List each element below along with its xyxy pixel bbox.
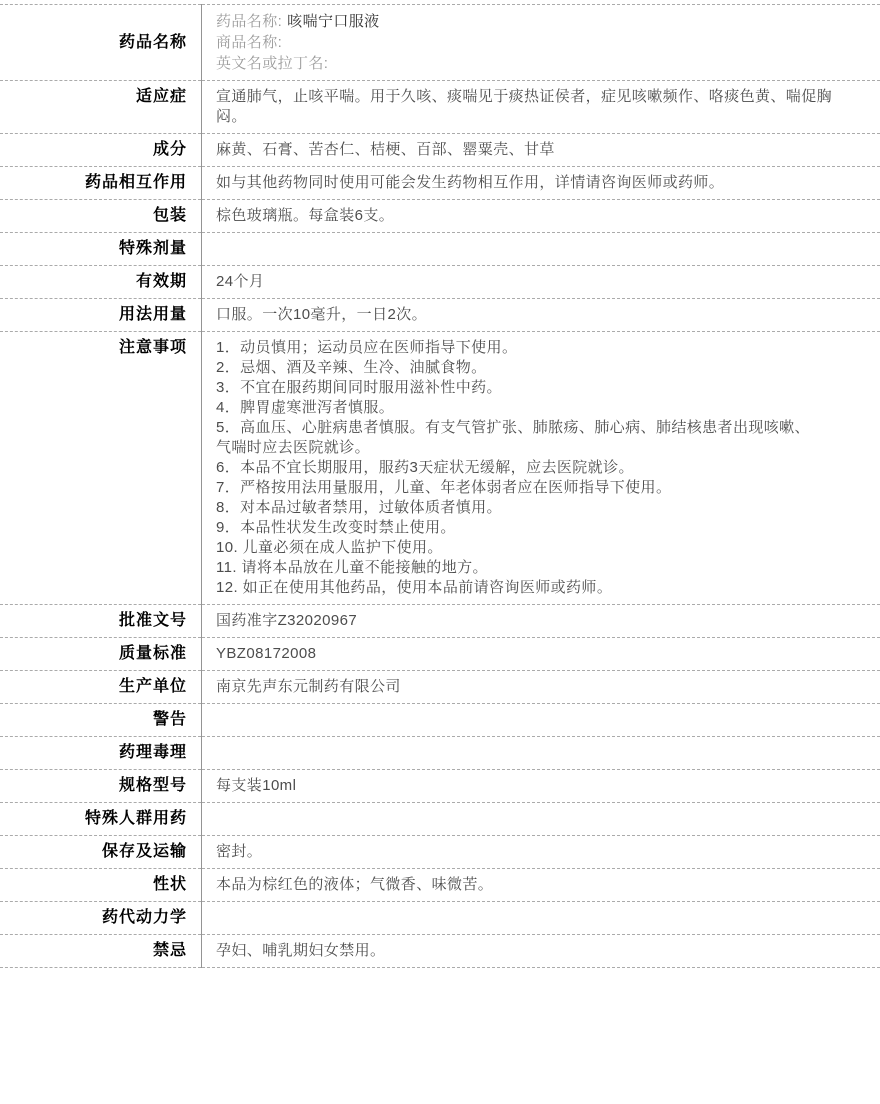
row-label: 药理毒理 xyxy=(0,737,202,770)
name-field-line xyxy=(216,11,852,32)
note-line: 6．本品不宜长期服用，服药3天症状无缓解，应去医院就诊。 xyxy=(216,458,852,478)
row-value: 口服。一次10毫升，一日2次。 xyxy=(202,299,880,332)
row-value: 棕色玻璃瓶。每盒装6支。 xyxy=(202,200,880,233)
row-label: 质量标准 xyxy=(0,638,202,671)
note-line: 7．严格按用法用量服用，儿童、年老体弱者应在医师指导下使用。 xyxy=(216,478,852,498)
note-line: 1．动员慎用；运动员应在医师指导下使用。 xyxy=(216,338,852,358)
note-line: 9．本品性状发生改变时禁止使用。 xyxy=(216,518,852,538)
row-value xyxy=(202,5,880,81)
table-row-quality-standard xyxy=(0,638,880,671)
row-label: 成分 xyxy=(0,134,202,167)
name-field-line xyxy=(216,53,852,74)
field-key: 英文名或拉丁名: xyxy=(216,55,328,72)
note-line: 12. 如正在使用其他药品，使用本品前请咨询医师或药师。 xyxy=(216,578,852,598)
row-value: 如与其他药物同时使用可能会发生药物相互作用，详情请咨询医师或药师。 xyxy=(202,167,880,200)
table-row-storage-transport xyxy=(0,836,880,869)
table-row-specification xyxy=(0,770,880,803)
table-row-dosage-usage xyxy=(0,299,880,332)
row-label: 禁忌 xyxy=(0,935,202,968)
note-line: 8．对本品过敏者禁用，过敏体质者慎用。 xyxy=(216,498,852,518)
row-value: 孕妇、哺乳期妇女禁用。 xyxy=(202,935,880,968)
field-value: 咳喘宁口服液 xyxy=(287,13,379,30)
row-value: 本品为棕红色的液体；气微香、味微苦。 xyxy=(202,869,880,902)
row-value xyxy=(202,902,880,935)
row-label: 包装 xyxy=(0,200,202,233)
row-label: 批准文号 xyxy=(0,605,202,638)
table-row-warning xyxy=(0,704,880,737)
note-line: 2．忌烟、酒及辛辣、生冷、油腻食物。 xyxy=(216,358,852,378)
table-row-special-populations xyxy=(0,803,880,836)
note-line: 11. 请将本品放在儿童不能接触的地方。 xyxy=(216,558,852,578)
table-row-packaging xyxy=(0,200,880,233)
table-row-properties xyxy=(0,869,880,902)
row-value: 南京先声东元制药有限公司 xyxy=(202,671,880,704)
table-row-interactions xyxy=(0,167,880,200)
row-value xyxy=(202,803,880,836)
table-row-precautions xyxy=(0,332,880,605)
row-value: YBZ08172008 xyxy=(202,638,880,671)
row-label: 有效期 xyxy=(0,266,202,299)
row-value: 24个月 xyxy=(202,266,880,299)
row-label: 药品相互作用 xyxy=(0,167,202,200)
row-label: 保存及运输 xyxy=(0,836,202,869)
note-line: 10. 儿童必须在成人监护下使用。 xyxy=(216,538,852,558)
table-row-pharmacokinetics xyxy=(0,902,880,935)
row-label: 特殊剂量 xyxy=(0,233,202,266)
row-label: 适应症 xyxy=(0,81,202,134)
row-label: 警告 xyxy=(0,704,202,737)
note-line: 5．高血压、心脏病患者慎服。有支气管扩张、肺脓疡、肺心病、肺结核患者出现咳嗽、 xyxy=(216,418,852,438)
row-value: 国药准字Z32020967 xyxy=(202,605,880,638)
field-key: 药品名称: xyxy=(216,13,282,30)
note-line: 4．脾胃虚寒泄泻者慎服。 xyxy=(216,398,852,418)
table-row-pharmacology-toxicology xyxy=(0,737,880,770)
row-value: 密封。 xyxy=(202,836,880,869)
row-label: 用法用量 xyxy=(0,299,202,332)
row-label: 性状 xyxy=(0,869,202,902)
drug-info-table xyxy=(0,4,880,968)
row-label: 药品名称 xyxy=(0,5,202,81)
name-field-line xyxy=(216,32,852,53)
field-key: 商品名称: xyxy=(216,34,282,51)
row-value: 宣通肺气，止咳平喘。用于久咳、痰喘见于痰热证侯者，症见咳嗽频作、咯痰色黄、喘促胸闷。 xyxy=(202,81,880,134)
row-label: 特殊人群用药 xyxy=(0,803,202,836)
table-row-special-dosage xyxy=(0,233,880,266)
row-value: 麻黄、石膏、苦杏仁、桔梗、百部、罂粟壳、甘草 xyxy=(202,134,880,167)
note-line: 3．不宜在服药期间同时服用滋补性中药。 xyxy=(216,378,852,398)
row-value: 每支装10ml xyxy=(202,770,880,803)
row-value xyxy=(202,737,880,770)
table-row-indications xyxy=(0,81,880,134)
row-value xyxy=(202,332,880,605)
table-row-contraindications xyxy=(0,935,880,968)
row-label: 药代动力学 xyxy=(0,902,202,935)
row-label: 生产单位 xyxy=(0,671,202,704)
row-value xyxy=(202,233,880,266)
note-line: 气喘时应去医院就诊。 xyxy=(216,438,852,458)
row-value xyxy=(202,704,880,737)
row-label: 规格型号 xyxy=(0,770,202,803)
table-row-manufacturer xyxy=(0,671,880,704)
table-row-ingredients xyxy=(0,134,880,167)
row-label: 注意事项 xyxy=(0,332,202,605)
table-row-shelf-life xyxy=(0,266,880,299)
table-row-drug-name xyxy=(0,5,880,81)
table-row-approval-number xyxy=(0,605,880,638)
